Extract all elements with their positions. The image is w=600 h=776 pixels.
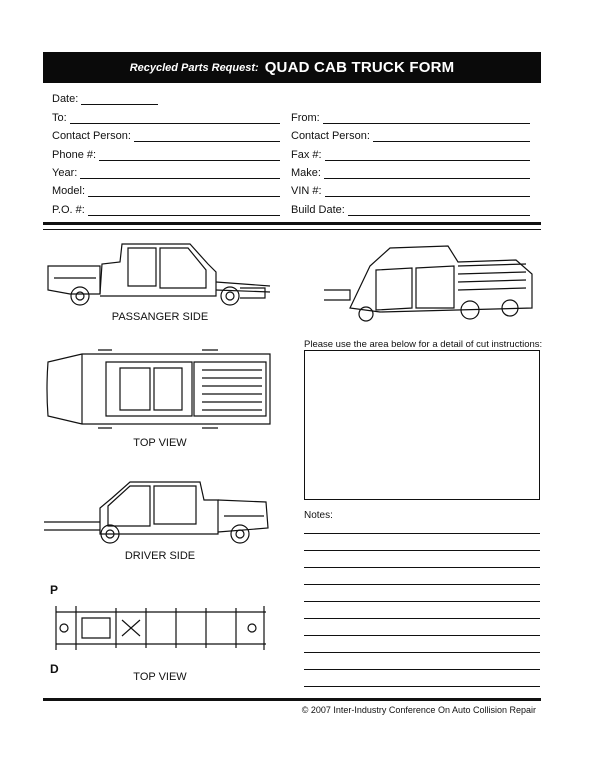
notes-line[interactable]	[304, 550, 540, 551]
copyright-text: © 2007 Inter-Industry Conference On Auto Collision Repair	[301, 705, 536, 715]
form-subtitle: Recycled Parts Request:	[129, 61, 259, 74]
notes-line[interactable]	[304, 567, 540, 568]
fax-field[interactable]	[291, 147, 530, 161]
from-field[interactable]	[291, 110, 530, 124]
driver-side-caption: DRIVER SIDE	[124, 550, 196, 562]
vin-field[interactable]	[291, 183, 530, 197]
contact-person-left-label: Contact Person:	[52, 130, 131, 142]
fax-label: Fax #:	[291, 149, 322, 161]
year-input-line[interactable]	[80, 168, 280, 179]
vin-input-line[interactable]	[325, 186, 530, 197]
date-input-line[interactable]	[81, 94, 158, 105]
form-title: QUAD CAB TRUCK FORM	[264, 59, 455, 76]
notes-label: Notes:	[304, 510, 333, 521]
passenger-side-truck-diagram	[40, 238, 280, 308]
date-label: Date:	[52, 93, 79, 105]
year-field[interactable]	[52, 165, 280, 179]
to-field[interactable]	[52, 110, 280, 124]
build-date-field[interactable]	[291, 202, 530, 216]
phone-label: Phone #:	[52, 149, 97, 161]
frame-top-view-diagram	[46, 598, 272, 658]
notes-line[interactable]	[304, 686, 540, 687]
frame-passenger-marker: P	[50, 583, 59, 597]
passenger-side-caption: PASSANGER SIDE	[111, 311, 209, 323]
phone-input-line[interactable]	[99, 150, 280, 161]
contact-person-right-input-line[interactable]	[373, 131, 530, 142]
top-view-truck-diagram	[42, 348, 274, 430]
model-field[interactable]	[52, 183, 280, 197]
from-label: From:	[291, 112, 320, 124]
po-input-line[interactable]	[88, 205, 280, 216]
footer-divider	[43, 698, 541, 701]
po-field[interactable]	[52, 202, 280, 216]
make-input-line[interactable]	[324, 168, 530, 179]
date-field[interactable]	[52, 91, 158, 105]
frame-driver-marker: D	[50, 662, 59, 676]
notes-line[interactable]	[304, 584, 540, 585]
notes-line[interactable]	[304, 669, 540, 670]
make-label: Make:	[291, 167, 321, 179]
form-header-banner	[43, 52, 541, 83]
to-input-line[interactable]	[70, 113, 280, 124]
cut-instructions-box[interactable]	[304, 350, 540, 500]
cut-instructions-label: Please use the area below for a detail of cut instructions:	[304, 339, 543, 350]
notes-line[interactable]	[304, 601, 540, 602]
model-label: Model:	[52, 185, 86, 197]
fax-input-line[interactable]	[325, 150, 530, 161]
build-date-input-line[interactable]	[348, 205, 530, 216]
notes-line[interactable]	[304, 533, 540, 534]
phone-field[interactable]	[52, 147, 280, 161]
contact-person-left-input-line[interactable]	[134, 131, 280, 142]
from-input-line[interactable]	[323, 113, 530, 124]
contact-person-right-label: Contact Person:	[291, 130, 370, 142]
po-label: P.O. #:	[52, 204, 85, 216]
make-field[interactable]	[291, 165, 530, 179]
frame-top-view-caption: TOP VIEW	[133, 671, 187, 683]
header-divider-thin	[43, 229, 541, 230]
build-date-label: Build Date:	[291, 204, 345, 216]
contact-person-left-field[interactable]	[52, 128, 280, 142]
contact-person-right-field[interactable]	[291, 128, 530, 142]
notes-line[interactable]	[304, 618, 540, 619]
notes-line[interactable]	[304, 635, 540, 636]
year-label: Year:	[52, 167, 78, 179]
notes-line[interactable]	[304, 652, 540, 653]
vin-label: VIN #:	[291, 185, 322, 197]
header-divider-thick	[43, 222, 541, 225]
driver-side-truck-diagram	[40, 476, 272, 546]
top-view-caption: TOP VIEW	[133, 437, 187, 449]
to-label: To:	[52, 112, 67, 124]
model-input-line[interactable]	[88, 186, 280, 197]
cutaway-truck-diagram	[320, 238, 536, 330]
